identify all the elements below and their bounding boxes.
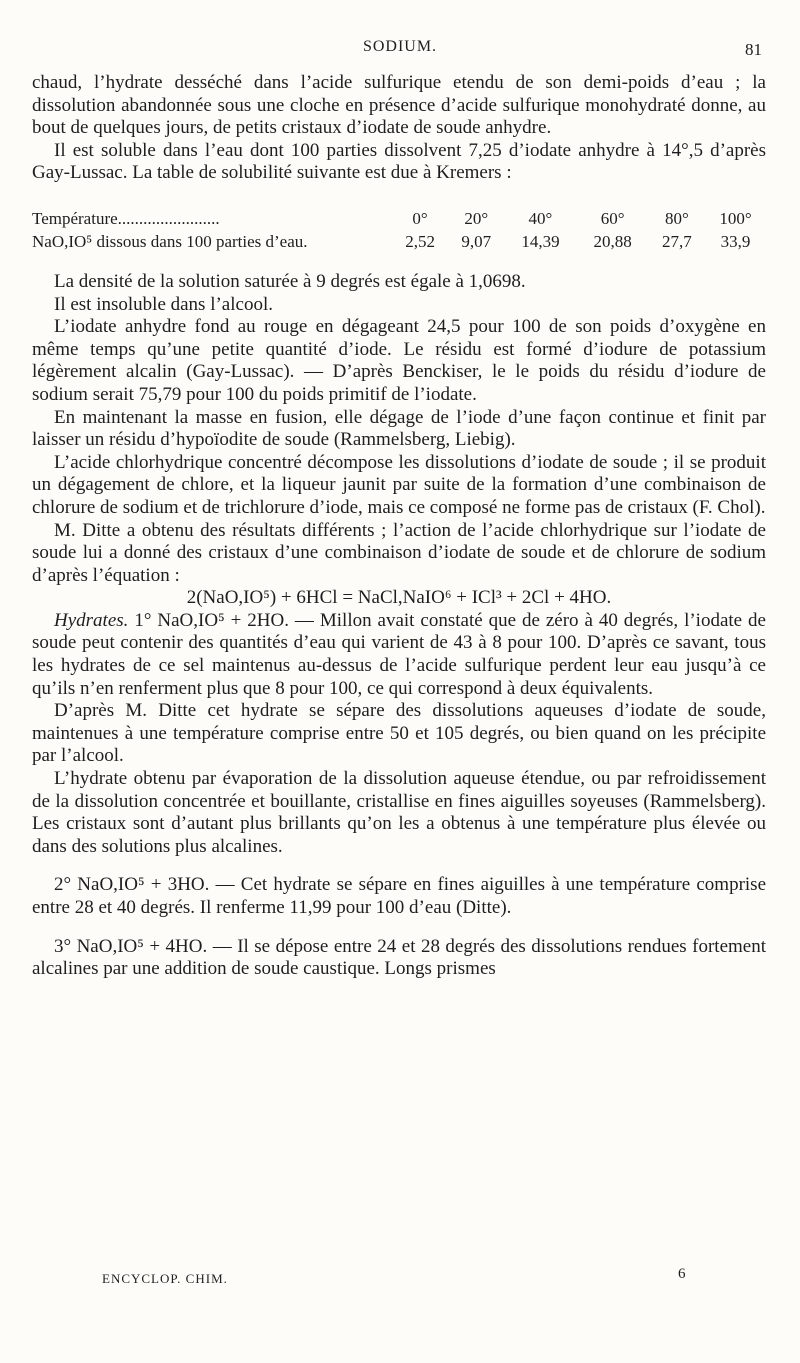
table-row (32, 230, 766, 253)
paragraph-hydrates (32, 610, 766, 700)
table-cell: 27,7 (661, 231, 692, 251)
sheet-number: 6 (678, 1266, 686, 1282)
solubility-table (32, 207, 766, 253)
paragraph: L’hydrate obtenu par évaporation de la dissolution aqueuse étendue, ou par refroidissement de la dissolution concentrée et bouillante, cristallise en fines aiguilles soyeuses (Rammelsberg). Les cristaux sont d’autant plus brillants qu’on les a obtenus à une température plus élevée ou dans des solutions plus alcalines. (32, 768, 766, 857)
paragraph: En maintenant la masse en fusion, elle dégage de l’iode d’une façon continue et finit par laisser un résidu d’hypoïodite de soude (Rammelsberg, Liebig). (32, 406, 766, 451)
table-cell: 40° (528, 208, 553, 228)
equation: 2(NaO,IO⁵) + 6HCl = NaCl,NaIO⁶ + ICl³ + 2Cl + 4HO. (186, 587, 612, 609)
table-cell: 2,52 (405, 231, 435, 251)
table-row-label: Température........................ (32, 208, 220, 228)
paragraph-text: 1° NaO,IO⁵ + 2HO. — Millon avait constaté que de zéro à 40 degrés, l’iodate de soude peut contenir des quantités d’eau qui varient de 43 à 8 pour 100. D’après ce savant, tous les hydrates de ce sel maintenus au-dessus de l’acide sulfurique perdent leur eau jusqu’à ce qu’ils n’en renferment plus que 8 pour 100, ce qui correspond à deux équivalents. (32, 609, 766, 699)
table-row (32, 207, 766, 230)
body-text (32, 72, 766, 981)
table-cell: 0° (412, 208, 428, 228)
paragraph: L’iodate anhydre fond au rouge en dégageant 24,5 pour 100 de son poids d’oxygène en même temps qu’une petite quantité d’iode. Le résidu est formé d’iodure de potassium légèrement alcalin (Gay-Lussac). — D’après Benckiser, le le poids du résidu d’iodure de sodium serait 75,79 pour 100 du poids primitif de l’iodate. (32, 316, 766, 405)
page-number: 81 (745, 40, 762, 59)
paragraph: 2° NaO,IO⁵ + 3HO. — Cet hydrate se sépare en fines aiguilles à une température comprise entre 28 et 40 degrés. Il renferme 11,99 pour 100 d’eau (Ditte). (32, 874, 766, 918)
paragraph: 3° NaO,IO⁵ + 4HO. — Il se dépose entre 24 et 28 degrés des dissolutions rendues fortement alcalines par une addition de soude caustique. Longs prismes (32, 935, 766, 980)
printer-signature: ENCYCLOP. CHIM. (102, 1271, 228, 1286)
running-title: SODIUM. (362, 38, 438, 55)
paragraph: Il est insoluble dans l’alcool. (54, 293, 273, 315)
table-cell: 80° (664, 208, 689, 228)
paragraph: Il est soluble dans l’eau dont 100 parties dissolvent 7,25 d’iodate anhydre à 14°,5 d’après Gay-Lussac. La table de solubilité suivante est due à Kremers : (32, 139, 766, 184)
table-cell: 9,07 (461, 231, 492, 251)
paragraph: La densité de la solution saturée à 9 degrés est égale à 1,0698. (54, 270, 526, 292)
paragraph: D’après M. Ditte cet hydrate se sépare des dissolutions aqueuses d’iodate de soude, maintenues à une température comprise entre 50 et 105 degrés, ou bien quand on les précipite par l’alcool. (32, 700, 766, 767)
table-cell: 20,88 (593, 231, 632, 251)
paragraph: M. Ditte a obtenu des résultats différents ; l’action de l’acide chlorhydrique sur l’iodate de soude lui a donné des cristaux d’une combinaison d’iodate de soude et de chlorure de sodium d’après l’équation : (32, 519, 766, 586)
section-label: Hydrates. (54, 609, 129, 631)
table-cell: 33,9 (720, 231, 751, 251)
table-cell: 100° (719, 208, 752, 228)
paragraph: chaud, l’hydrate desséché dans l’acide sulfurique etendu de son demi-poids d’eau ; la dissolution abandonnée sous une cloche en présence d’acide sulfurique monohydraté donne, au bout de quelques jours, de petits cristaux d’iodate de soude anhydre. (32, 72, 766, 139)
paragraph: L’acide chlorhydrique concentré décompose les dissolutions d’iodate de soude ; il se produit un dégagement de chlore, et la liqueur jaunit par suite de la formation d’une combinaison de chlorure de sodium et de trichlorure d’iode, mais ce composé ne forme pas de cristaux (F. Chol). (32, 451, 766, 518)
table-cell: 60° (600, 208, 625, 228)
table-cell: 20° (464, 208, 489, 228)
table-cell: 14,39 (521, 231, 560, 251)
table-row-label: NaO,IO⁵ dissous dans 100 parties d’eau. (32, 231, 308, 251)
running-head (0, 36, 800, 62)
